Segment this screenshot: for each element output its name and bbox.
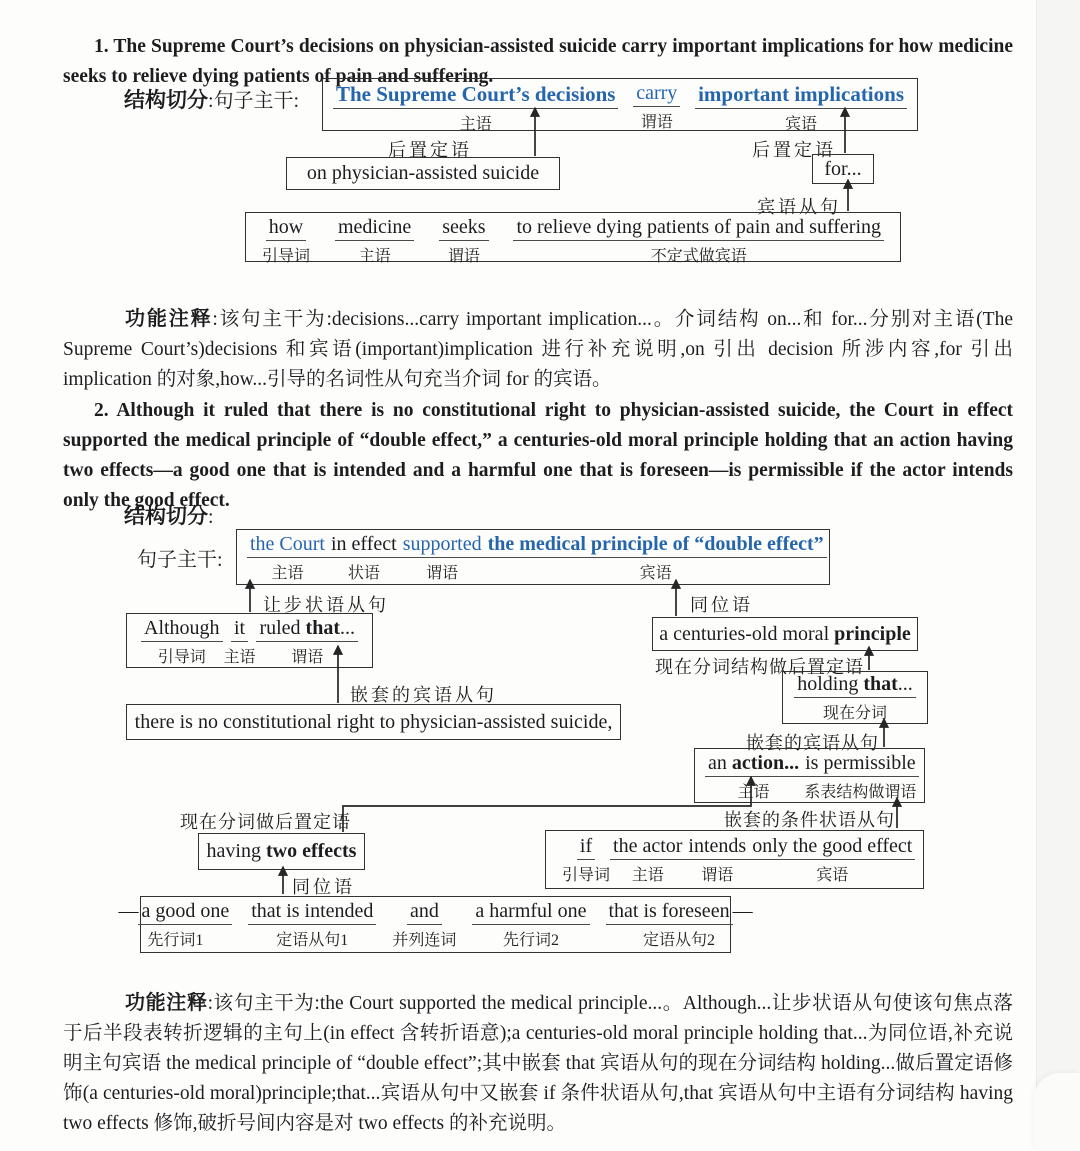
word-pre: having: [206, 840, 266, 862]
there-clause-box: [126, 704, 621, 740]
unit-word: if: [577, 835, 595, 860]
unit-label: 引导词: [157, 649, 206, 666]
holding-box: [782, 671, 928, 724]
analysis-unit-relative-1: [248, 900, 376, 950]
unit-word: intends: [685, 835, 749, 860]
unit-label: 现在分词: [822, 704, 887, 722]
word-pre: an: [708, 752, 732, 774]
unit-word: the medical principle of “double effect”: [485, 533, 827, 558]
participle-postattr-label-2: 现在分词做后置定语: [180, 812, 351, 832]
unit-word: only the good effect: [749, 835, 915, 860]
on-phrase-text: on physician-assisted suicide: [306, 162, 540, 184]
analysis-unit-if: [562, 835, 610, 885]
unit-label: 宾语: [785, 116, 818, 133]
concession-label: 让步状语从句: [263, 595, 389, 615]
analysis-unit-antecedent-1: [118, 900, 232, 950]
note-1-head: 功能注释: [125, 307, 213, 330]
unit-word: The Supreme Court’s decisions: [333, 82, 618, 109]
unit-word: Although: [141, 617, 223, 642]
unit-label: 定语从句2: [643, 932, 716, 949]
sentence-2-text: 2. Although it ruled that there is no constitutional right to physician-assisted suicide, the Court in effect supported the medical principle of “double effect,” a centuries-old moral principle holding that an action having two effects—a good one that is intended and a harmful one that is foreseen—is permissible if the actor intends only the good effect.: [63, 399, 1013, 512]
unit-label: 引导词: [562, 867, 611, 884]
object-clause-label: 宾语从句: [757, 197, 841, 217]
analysis-unit-seeks: [439, 216, 488, 266]
unit-label: 并列连词: [392, 932, 457, 949]
word-bold: action...: [731, 752, 800, 774]
action-box: [694, 748, 925, 803]
word-bold: two effects: [265, 840, 357, 862]
unit-word: a harmful one: [472, 900, 589, 925]
structure-heading-1-bold: 结构切分: [124, 89, 208, 112]
participle-postattr-label: 现在分词结构做后置定语: [655, 657, 864, 677]
analysis-unit-relative-2: [606, 900, 753, 950]
word-post: ...: [340, 617, 355, 639]
unit-word: important implications: [695, 82, 907, 109]
nested-object-label-right: 嵌套的宾语从句: [746, 733, 879, 753]
scan-edge-strip: [1036, 0, 1080, 1151]
word-post: ...: [897, 672, 913, 695]
appositive-label-2: 同位语: [292, 877, 355, 897]
structure-heading-1: [124, 84, 299, 114]
analysis-unit-subject-2: [247, 533, 328, 583]
word-pre: a centuries-old moral: [659, 622, 835, 645]
on-phrase-box: [286, 157, 560, 190]
unit-label: 先行词2: [502, 932, 559, 949]
unit-label: 主语: [223, 649, 256, 666]
analysis-unit-object-1: [695, 82, 907, 134]
unit-word: that is intended: [248, 900, 376, 925]
unit-word: the actor: [610, 835, 685, 860]
sentence-1-text: 1. The Supreme Court’s decisions on physician-assisted suicide carry important implications for how medicine seeks to relieve dying patients of pain and suffering.: [63, 35, 1013, 87]
unit-label: 谓语: [640, 114, 673, 131]
analysis-unit-how: [262, 216, 310, 266]
word-bold: principle: [834, 622, 911, 645]
object-clause-box: [245, 212, 901, 265]
analysis-unit-holding: [794, 673, 916, 723]
unit-label: 谓语: [426, 565, 459, 582]
analysis-unit-object-2: [485, 533, 827, 583]
analysis-unit-and: [392, 900, 456, 950]
unit-word: [794, 673, 916, 698]
unit-label: 宾语: [816, 867, 849, 884]
note-2-head: 功能注释: [125, 991, 208, 1014]
unit-label: 谓语: [291, 649, 324, 666]
word-pre: holding: [797, 672, 864, 695]
having-text: [207, 840, 357, 863]
unit-label: 主语: [358, 248, 391, 265]
word-row: [606, 900, 753, 925]
unit-word: in effect: [328, 533, 400, 558]
nested-conditional-label: 嵌套的条件状语从句: [724, 810, 895, 830]
unit-label: 主语: [631, 867, 664, 884]
note-paragraph-2: [63, 988, 1013, 1139]
unit-word: how: [266, 216, 306, 241]
analysis-unit-intends: [685, 835, 749, 885]
main-clause-box-2: [236, 529, 830, 585]
nested-object-label-left: 嵌套的宾语从句: [350, 685, 497, 705]
unit-word: that is foreseen: [606, 900, 733, 925]
main-clause-box-1: [322, 78, 918, 131]
analysis-unit-the-actor: [610, 835, 685, 885]
analysis-unit-verb-2: [400, 533, 485, 583]
having-box: [198, 833, 365, 870]
unit-label: 谓语: [701, 867, 734, 884]
unit-label: 系表结构做谓语: [804, 784, 917, 801]
postattr-label-right: 后置定语: [752, 140, 836, 160]
analysis-unit-although: [141, 617, 223, 667]
analysis-unit-it: [224, 617, 256, 667]
scan-corner-artifact: [1034, 1073, 1080, 1151]
word-pre: ruled: [259, 617, 306, 639]
appositive-label: 同位语: [690, 595, 753, 615]
unit-word: to relieve dying patients of pain and suffering: [513, 216, 884, 241]
unit-word: supported: [400, 533, 485, 558]
dash-prefix: —: [118, 900, 139, 922]
unit-label: 谓语: [447, 248, 480, 265]
analysis-unit-subject-1: [333, 82, 618, 134]
word-bold: that: [863, 672, 898, 695]
analysis-unit-adverbial-2: [328, 533, 400, 583]
although-box: [126, 613, 373, 668]
unit-word: the Court: [247, 533, 328, 558]
for-box: [812, 154, 874, 184]
analysis-unit-verb-1: [633, 82, 680, 132]
sentence-2-paragraph: [63, 396, 1013, 517]
unit-label: 引导词: [262, 248, 311, 265]
trunk-label-2-text: 句子主干:: [137, 549, 223, 571]
word-bold: that: [305, 617, 340, 639]
unit-word: carry: [633, 82, 680, 107]
unit-label: 不定式做宾语: [650, 248, 747, 265]
trunk-label-2: [137, 543, 223, 572]
note-paragraph-1: [63, 304, 1013, 396]
unit-word: is permissible: [802, 752, 919, 777]
unit-word: it: [231, 617, 248, 642]
dash-suffix: —: [732, 900, 753, 922]
word-row: [118, 900, 232, 925]
unit-label: 先行词1: [147, 932, 204, 949]
unit-word: and: [407, 900, 442, 925]
unit-label: 宾语: [639, 565, 672, 582]
principle-text: [659, 623, 911, 646]
analysis-unit-antecedent-2: [472, 900, 589, 950]
unit-word: medicine: [335, 216, 414, 241]
postattr-label-left: 后置定语: [388, 140, 472, 160]
note-1-body: :该句主干为:decisions...carry important implication...。介词结构 on...和 for...分别对主语(The Supreme Court’s)decisions 和宾语(important)implication 进行补充说明,on 引出 decision 所涉内容,for 引出 implication 的对象,how...引导的名词性从句充当介词 for 的宾语。: [63, 308, 1013, 390]
structure-heading-2-colon: :: [208, 506, 214, 528]
dash-appositive-box: [118, 896, 753, 953]
principle-box: [652, 617, 918, 651]
structure-heading-2: [124, 500, 214, 530]
analysis-unit-infinitive: [513, 216, 884, 266]
structure-heading-2-bold: 结构切分: [124, 505, 208, 528]
unit-label: 定语从句1: [276, 932, 349, 949]
unit-word: a good one: [138, 900, 232, 925]
trunk-label-1: 句子主干:: [213, 90, 300, 112]
analysis-unit-medicine: [335, 216, 414, 266]
unit-label: 主语: [459, 116, 492, 133]
for-box-text: for...: [824, 157, 862, 180]
unit-label: 主语: [737, 784, 770, 801]
note-2-body: :该句主干为:the Court supported the medical principle...。Although...让步状语从句使该句焦点落于后半段表转折逻辑的主句上(in effect 含转折语意);a centuries-old moral principle holding that...为同位语,补充说明主句宾语 the medical principle of “double effect”;其中嵌套 that 宾语从句的现在分词结构 holding...做后置定语修饰(a centuries-old moral)principle;that...宾语从句中又嵌套 if 条件状语从句,that 宾语从句中主语有分词结构 having two effects 修饰,破折号间内容是对 two effects 的补充说明。: [63, 992, 1014, 1134]
unit-word: [705, 752, 802, 777]
arrow-participle-connector: [343, 777, 751, 832]
if-clause-box: [545, 830, 924, 889]
analysis-unit-is-permissible: [802, 752, 919, 802]
unit-word: [256, 617, 358, 642]
unit-label: 主语: [271, 565, 304, 582]
analysis-unit-good-effect: [749, 835, 915, 885]
there-clause-text: there is no constitutional right to physician-assisted suicide,: [134, 710, 613, 733]
unit-label: 状语: [347, 565, 380, 582]
analysis-unit-an-action: [705, 752, 802, 802]
analysis-unit-ruled-that: [256, 617, 358, 667]
structure-heading-1-colon: :: [208, 90, 214, 112]
unit-word: seeks: [439, 216, 488, 241]
